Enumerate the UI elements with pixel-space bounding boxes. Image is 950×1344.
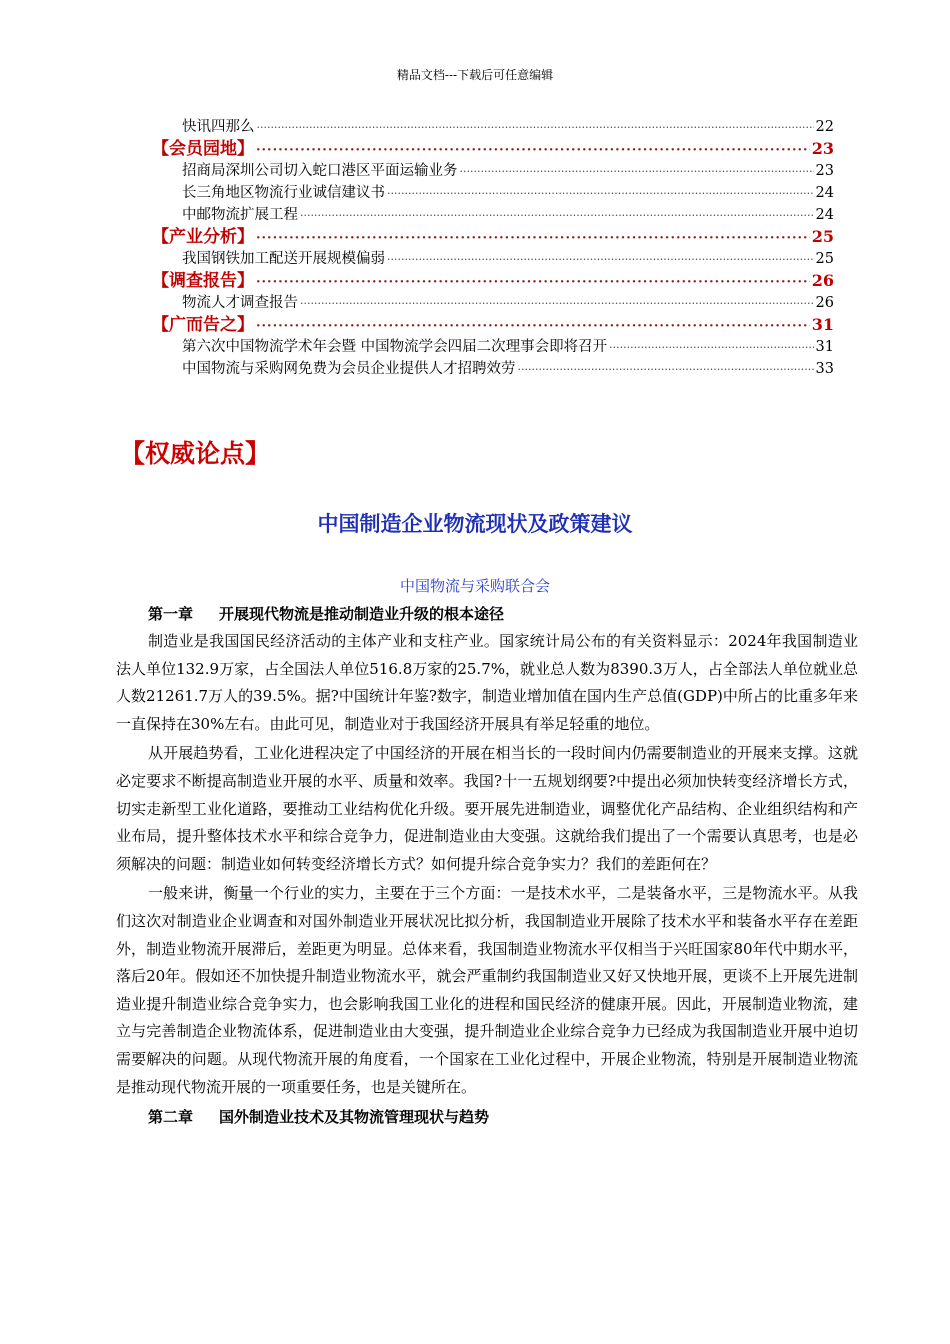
toc-page: 26 bbox=[811, 271, 834, 290]
paragraph: 从开展趋势看，工业化进程决定了中国经济的开展在相当长的一段时间内仍需要制造业的开展来支撑。这就必定要求不断提高制造业开展的水平、质量和效率。我国?十一五规划纲要?中提出必须加快转变经济增长方式，切实走新型工业化道路，要推动工业结构优化升级。要开展先进制造业，调整优化产品结构、企业组织结构和产业布局，提升整体技术水平和综合竞争力，促进制造业由大变强。这就给我们提出了一个需要认真思考，也是必须解决的问题：制造业如何转变经济增长方式？如何提升综合竞争实力？我们的差距何在？ bbox=[116, 744, 858, 873]
toc-leader bbox=[256, 272, 810, 294]
toc-item[interactable] bbox=[152, 204, 834, 226]
toc-leader bbox=[387, 249, 814, 271]
toc-section[interactable] bbox=[152, 226, 834, 248]
toc-label: 第六次中国物流学术年会暨 中国物流学会四届二次理事会即将召开 bbox=[182, 339, 608, 355]
toc-leader bbox=[300, 205, 814, 227]
toc-leader bbox=[300, 293, 814, 315]
chapter-heading bbox=[116, 1103, 858, 1131]
article-body bbox=[116, 600, 858, 1131]
toc-section-label: 【产业分析】 bbox=[152, 227, 254, 247]
toc-leader bbox=[609, 337, 813, 359]
toc-label: 快讯四那么 bbox=[182, 119, 255, 135]
toc-section[interactable] bbox=[152, 314, 834, 336]
toc-item[interactable] bbox=[152, 292, 834, 314]
toc-page: 31 bbox=[811, 315, 834, 334]
toc-leader bbox=[387, 183, 814, 205]
toc-item[interactable] bbox=[152, 182, 834, 204]
chapter-number: 第二章 bbox=[148, 1108, 194, 1127]
toc-page: 24 bbox=[815, 185, 834, 201]
toc-item[interactable] bbox=[152, 160, 834, 182]
toc-label: 物流人才调查报告 bbox=[182, 295, 298, 311]
toc-page: 26 bbox=[815, 295, 834, 311]
toc-page: 25 bbox=[811, 227, 834, 246]
toc-page: 23 bbox=[811, 139, 834, 158]
toc-leader bbox=[257, 117, 814, 139]
toc-item[interactable] bbox=[152, 336, 834, 358]
toc-section[interactable] bbox=[152, 138, 834, 160]
toc-leader bbox=[518, 359, 814, 381]
article-title: 中国制造企业物流现状及政策建议 bbox=[317, 512, 633, 536]
toc-item[interactable] bbox=[152, 358, 834, 380]
toc-page: 33 bbox=[815, 361, 834, 377]
article-author: 中国物流与采购联合会 bbox=[399, 577, 550, 595]
toc-label: 中国物流与采购网免费为会员企业提供人才招聘效劳 bbox=[182, 361, 516, 377]
chapter-heading bbox=[116, 600, 858, 628]
toc-label: 中邮物流扩展工程 bbox=[182, 207, 298, 223]
toc-label: 招商局深圳公司切入蛇口港区平面运输业务 bbox=[182, 163, 458, 179]
chapter-title: 开展现代物流是推动制造业升级的根本途径 bbox=[219, 605, 505, 623]
paragraph: 制造业是我国国民经济活动的主体产业和支柱产业。国家统计局公布的有关资料显示：2024年我国制造业法人单位132.9万家，占全国法人单位516.8万家的25.7%，就业总人数为8390.3万人，占全部法人单位就业总人数21261.7万人的39.5%。据?中国统计年鉴?数字，制造业增加值在国内生产总值(GDP)中所占的比重多年来一直保持在30%左右。由此可见，制造业对于我国经济开展具有举足轻重的地位。 bbox=[116, 632, 858, 733]
toc-label: 我国钢铁加工配送开展规模偏弱 bbox=[182, 251, 385, 267]
toc-page: 24 bbox=[815, 207, 834, 223]
chapter-title: 国外制造业技术及其物流管理现状与趋势 bbox=[219, 1108, 490, 1127]
toc-section-label: 【广而告之】 bbox=[152, 315, 254, 335]
page-header: 精品文档---下载后可任意编辑 bbox=[396, 68, 554, 82]
toc-page: 25 bbox=[815, 251, 834, 267]
toc-leader bbox=[256, 140, 810, 162]
chapter-number: 第一章 bbox=[148, 605, 194, 623]
toc-label: 长三角地区物流行业诚信建议书 bbox=[182, 185, 385, 201]
toc-item[interactable] bbox=[152, 116, 834, 138]
toc-leader bbox=[256, 316, 810, 338]
toc-section-label: 【调查报告】 bbox=[152, 271, 254, 291]
toc-page: 22 bbox=[815, 119, 834, 135]
toc-page: 23 bbox=[815, 163, 834, 179]
toc-section[interactable] bbox=[152, 270, 834, 292]
toc-item[interactable] bbox=[152, 248, 834, 270]
section-heading: 【权威论点】 bbox=[120, 439, 271, 468]
toc-page: 31 bbox=[815, 339, 834, 355]
paragraph: 一般来讲，衡量一个行业的实力，主要在于三个方面：一是技术水平，二是装备水平，三是物流水平。从我们这次对制造业企业调查和对国外制造业开展状况比拟分析，我国制造业开展除了技术水平和装备水平存在差距外，制造业物流开展滞后，差距更为明显。总体来看，我国制造业物流水平仅相当于兴旺国家80年代中期水平，落后20年。假如还不加快提升制造业物流水平，就会严重制约我国制造业又好又快地开展，更谈不上开展先进制造业提升制造业综合竞争实力，也会影响我国工业化的进程和国民经济的健康开展。因此，开展制造业物流，建立与完善制造企业物流体系，促进制造业由大变强，提升制造业企业综合竞争力已经成为我国制造业开展中迫切需要解决的问题。从现代物流开展的角度看，一个国家在工业化过程中，开展企业物流，特别是开展制造业物流是推动现代物流开展的一项重要任务，也是关键所在。 bbox=[116, 884, 858, 1096]
toc-leader bbox=[460, 161, 814, 183]
toc-leader bbox=[256, 228, 810, 250]
table-of-contents bbox=[152, 116, 834, 380]
toc-section-label: 【会员园地】 bbox=[152, 139, 254, 159]
